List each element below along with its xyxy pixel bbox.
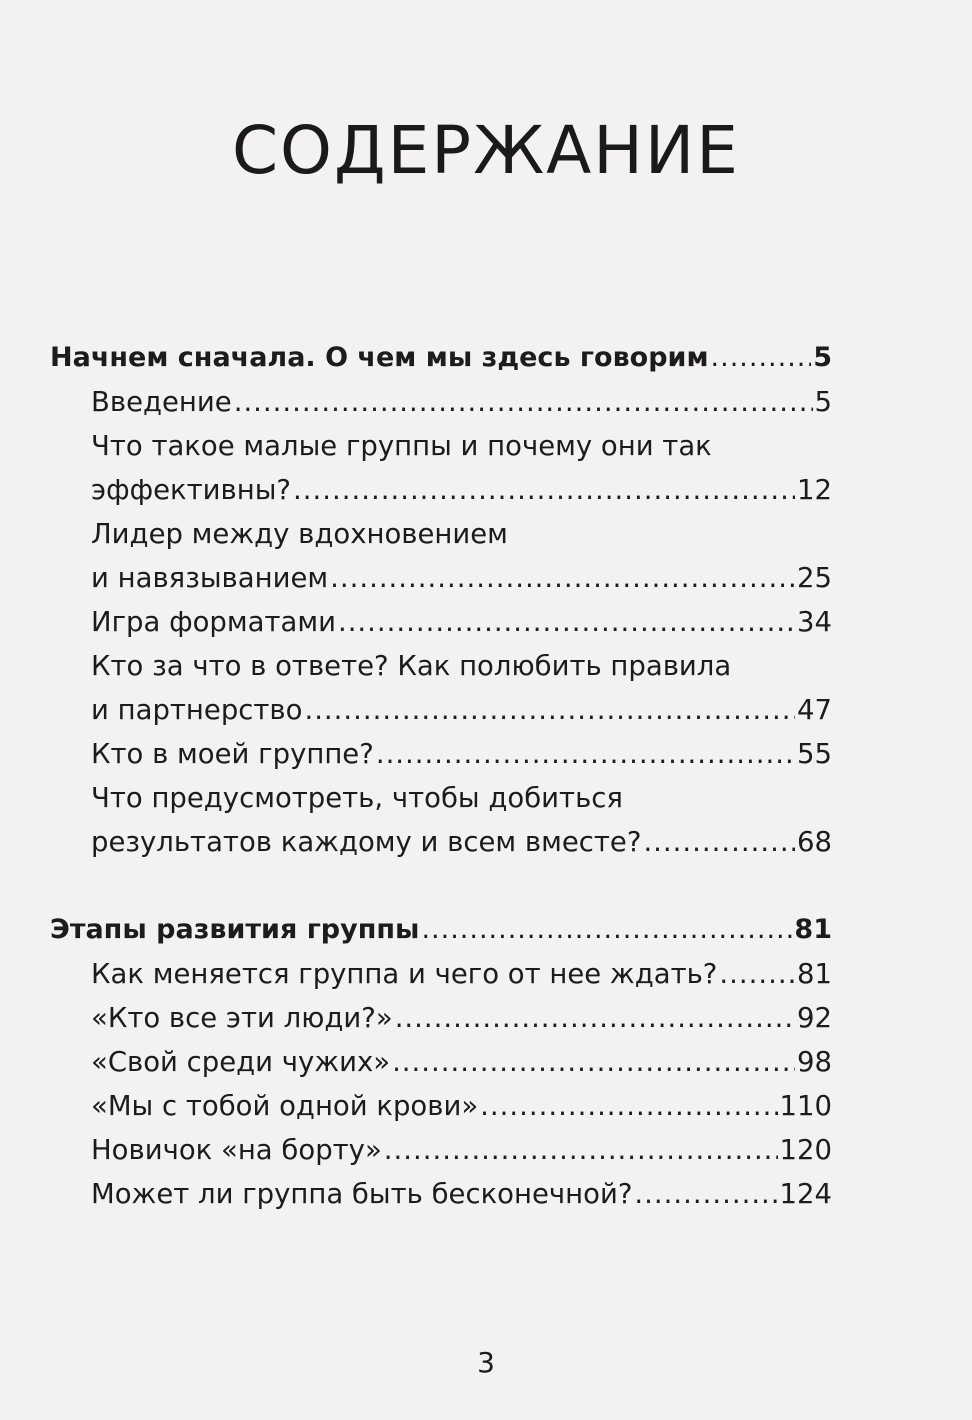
toc-item-title: эффективны?	[91, 474, 292, 506]
toc-leader-dots	[234, 380, 813, 424]
toc-item-title: «Мы с тобой одной крови»	[91, 1090, 479, 1122]
toc-item-title: Новичок «на борту»	[91, 1134, 382, 1166]
page-title: СОДЕРЖАНИЕ	[231, 112, 741, 189]
table-of-contents	[50, 336, 832, 1216]
toc-page-number: 25	[797, 562, 832, 594]
toc-item[interactable]	[50, 1040, 832, 1084]
toc-leader-dots	[634, 1172, 777, 1216]
toc-page-number: 81	[797, 958, 832, 990]
toc-item[interactable]	[50, 424, 832, 512]
toc-leader-dots	[338, 600, 795, 644]
toc-page-number: 55	[797, 738, 832, 770]
toc-leader-dots	[376, 732, 795, 776]
toc-page-number: 68	[797, 826, 832, 858]
toc-leader-dots	[392, 1040, 795, 1084]
toc-item[interactable]	[50, 600, 832, 644]
toc-chapter-1[interactable]	[50, 336, 832, 380]
toc-item-title: результатов каждому и всем вместе?	[91, 826, 642, 858]
toc-leader-dots	[293, 468, 795, 512]
toc-item-title: Кто в моей группе?	[91, 738, 374, 770]
toc-item[interactable]	[50, 380, 832, 424]
toc-leader-dots	[711, 336, 812, 380]
toc-item-title: и партнерство	[91, 694, 303, 726]
toc-item-title: и навязыванием	[91, 562, 329, 594]
toc-page-number: 120	[779, 1134, 832, 1166]
toc-item-title: «Свой среди чужих»	[91, 1046, 391, 1078]
toc-leader-dots	[643, 820, 795, 864]
toc-leader-dots	[421, 908, 792, 952]
toc-item[interactable]	[50, 732, 832, 776]
toc-page-number: 5	[814, 386, 832, 418]
toc-item[interactable]	[50, 1172, 832, 1216]
toc-leader-dots	[330, 556, 795, 600]
toc-page-number: 47	[797, 694, 832, 726]
toc-page-number: 98	[797, 1046, 832, 1078]
toc-chapter-title: Начнем сначала. О чем мы здесь говорим	[50, 342, 709, 373]
toc-page-number: 92	[797, 1002, 832, 1034]
toc-chapter-title: Этапы развития группы	[50, 914, 420, 945]
toc-page-number: 12	[797, 474, 832, 506]
toc-item-title: Игра форматами	[91, 606, 336, 638]
toc-page-number: 124	[779, 1178, 832, 1210]
toc-item[interactable]	[50, 512, 832, 600]
toc-leader-dots	[384, 1128, 778, 1172]
section-spacer	[50, 864, 832, 908]
page-number: 3	[477, 1346, 495, 1379]
toc-item[interactable]	[50, 996, 832, 1040]
toc-leader-dots	[395, 996, 795, 1040]
toc-chapter-2[interactable]	[50, 908, 832, 952]
toc-item[interactable]	[50, 952, 832, 996]
toc-item-title: Введение	[91, 386, 232, 418]
toc-item-title-line: Лидер между вдохновением	[91, 518, 508, 550]
toc-item[interactable]	[50, 644, 832, 732]
toc-item[interactable]	[50, 776, 832, 864]
toc-leader-dots	[480, 1084, 777, 1128]
toc-page-number: 81	[794, 914, 832, 945]
toc-item-title: Как меняется группа и чего от нее ждать?	[91, 958, 718, 990]
toc-item[interactable]	[50, 1128, 832, 1172]
toc-leader-dots	[719, 952, 795, 996]
toc-item-title: «Кто все эти люди?»	[91, 1002, 393, 1034]
toc-item-title: Может ли группа быть бесконечной?	[91, 1178, 633, 1210]
toc-item-title-line: Что предусмотреть, чтобы добиться	[91, 782, 623, 814]
toc-page-number: 110	[779, 1090, 832, 1122]
toc-leader-dots	[304, 688, 795, 732]
toc-item-title-line: Что такое малые группы и почему они так	[91, 430, 712, 462]
toc-item-title-line: Кто за что в ответе? Как полюбить правила	[91, 650, 732, 682]
toc-page-number: 5	[813, 342, 832, 373]
toc-item[interactable]	[50, 1084, 832, 1128]
toc-page-number: 34	[797, 606, 832, 638]
